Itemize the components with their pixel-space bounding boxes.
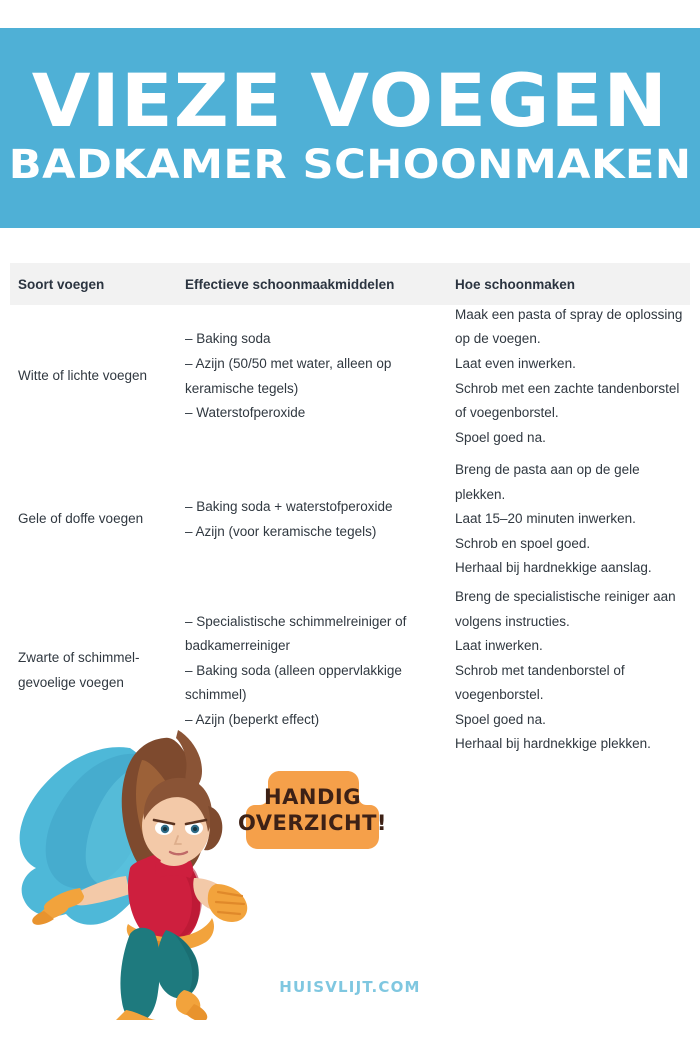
table-row bbox=[10, 305, 690, 448]
list-item: Schrob en spoel goed. bbox=[455, 535, 591, 551]
cell-products bbox=[185, 327, 455, 425]
column-header-type: Soort voegen bbox=[18, 276, 105, 292]
cell-products bbox=[185, 495, 455, 544]
badge-text-wrapper bbox=[238, 771, 387, 849]
grout-cleaning-table bbox=[10, 263, 690, 751]
list-item: Laat 15–20 minuten inwerken. bbox=[455, 511, 636, 527]
list-item: Laat inwerken. bbox=[455, 638, 543, 654]
list-item: Spoel goed na. bbox=[455, 711, 546, 727]
list-item: Schrob met een zachte tandenborstel of voegenborstel. bbox=[455, 380, 680, 421]
list-item: Maak een pasta of spray de oplossing op de voegen. bbox=[455, 306, 683, 347]
cell-method bbox=[455, 303, 690, 450]
list-item: Breng de specialistische reiniger aan volgens instructies. bbox=[455, 589, 676, 629]
cell-method bbox=[455, 458, 690, 581]
table-header-row bbox=[10, 263, 690, 305]
table-row bbox=[10, 448, 690, 591]
page-subtitle: BADKAMER SCHOONMAKEN bbox=[8, 142, 692, 189]
list-item: Spoel goed na. bbox=[455, 429, 546, 445]
site-logo: HUISVLIJT.COM bbox=[279, 978, 421, 996]
column-header-products: Effectieve schoonmaakmiddelen bbox=[185, 276, 395, 292]
list-item: – Baking soda (alleen oppervlakkige schimmel) bbox=[185, 662, 402, 703]
list-item: – Azijn (50/50 met water, alleen op keramische tegels) bbox=[185, 355, 392, 396]
list-item: – Baking soda bbox=[185, 331, 271, 347]
cell-type: Witte of lichte voegen bbox=[18, 368, 148, 384]
page-title: VIEZE VOEGEN bbox=[31, 58, 669, 144]
cell-method bbox=[455, 585, 690, 757]
list-item: – Waterstofperoxide bbox=[185, 405, 306, 421]
list-item: – Azijn (voor keramische tegels) bbox=[185, 523, 377, 539]
list-item: Herhaal bij hardnekkige aanslag. bbox=[455, 560, 652, 576]
list-item: Breng de pasta aan op de gele plekken. bbox=[455, 462, 640, 502]
table-row bbox=[10, 591, 690, 751]
badge-line-1: HANDIG bbox=[264, 785, 361, 810]
cell-type: Zwarte of schimmel-gevoelige voegen bbox=[18, 650, 140, 690]
column-header-method: Hoe schoonmaken bbox=[455, 276, 576, 292]
cell-products bbox=[185, 610, 455, 733]
list-item: – Baking soda + waterstofperoxide bbox=[185, 498, 393, 514]
handig-overzicht-badge bbox=[238, 771, 387, 849]
badge-line-2: OVERZICHT! bbox=[238, 810, 387, 835]
header-banner bbox=[0, 28, 700, 228]
list-item: Schrob met tandenborstel of voegenborstel. bbox=[455, 662, 625, 703]
list-item: – Azijn (beperkt effect) bbox=[185, 711, 320, 727]
list-item: – Specialistische schimmelreiniger of badkamerreiniger bbox=[185, 613, 407, 654]
list-item: Herhaal bij hardnekkige plekken. bbox=[455, 736, 651, 752]
list-item: Laat even inwerken. bbox=[455, 355, 576, 371]
cell-type: Gele of doffe voegen bbox=[18, 511, 144, 527]
